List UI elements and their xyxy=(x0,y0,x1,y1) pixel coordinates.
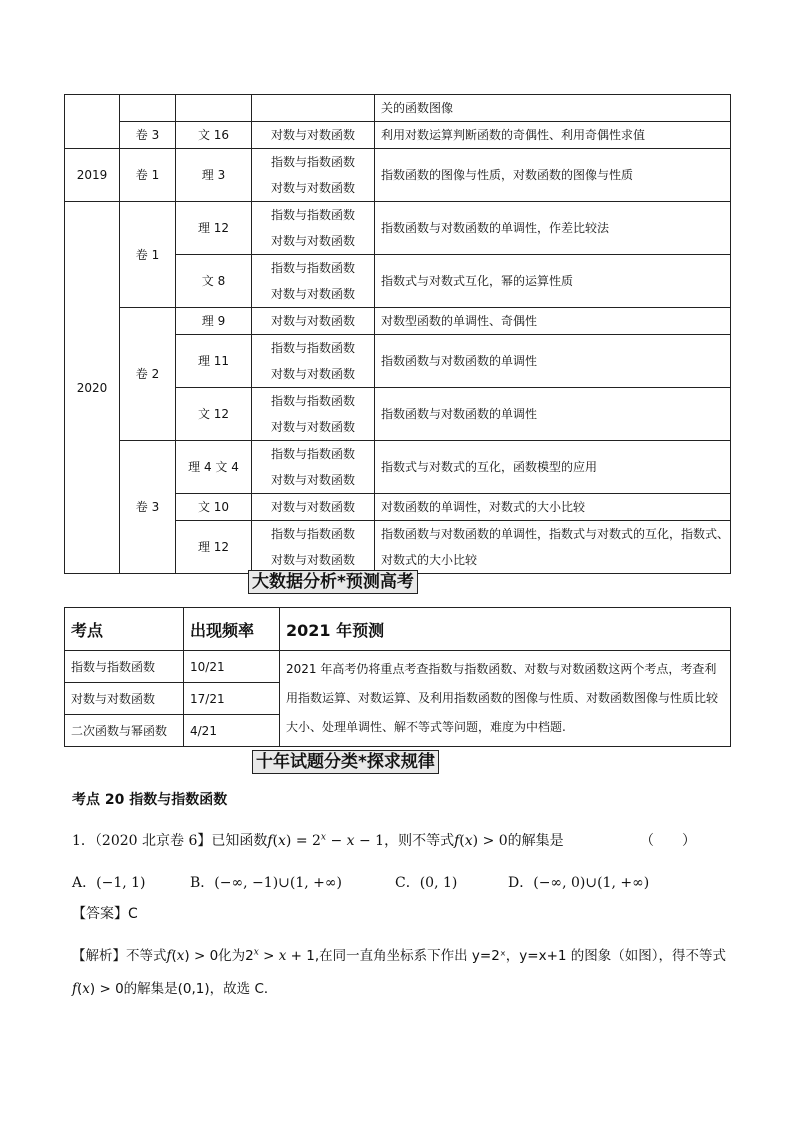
desc-cell: 指数函数与对数函数的单调性 xyxy=(375,388,731,441)
topic-cell: 对数与对数函数 xyxy=(252,494,375,521)
topic-cell: 指数与指数函数 对数与对数函数 xyxy=(252,441,375,494)
year-cell: 2020 xyxy=(65,202,120,574)
paper-cell: 卷 3 xyxy=(120,122,176,149)
analysis-line-2: f(x) > 0的解集是(0,1)，故选 C． xyxy=(72,981,278,997)
paper-cell: 卷 1 xyxy=(120,202,176,308)
item-cell xyxy=(176,95,252,122)
topic-cell: 对数与对数函数 xyxy=(252,308,375,335)
question-source: （2020 北京卷 6】 xyxy=(94,833,212,849)
paper-cell: 卷 1 xyxy=(120,149,176,202)
desc-cell: 对数型函数的单调性、奇偶性 xyxy=(375,308,731,335)
item-cell: 文 16 xyxy=(176,122,252,149)
question-stem: 1．（2020 北京卷 6】已知函数$f(x) = 2^x - x - 1$，则不等式f(x) > 0的解集是 xyxy=(72,832,564,849)
item-cell: 理 4 文 4 xyxy=(176,441,252,494)
topic-cell xyxy=(252,95,375,122)
header-topic: 考点 xyxy=(65,608,184,651)
answer-label: 【答案】C xyxy=(72,906,138,922)
item-cell: 理 12 xyxy=(176,202,252,255)
desc-cell: 指数函数的图像与性质，对数函数的图像与性质 xyxy=(375,149,731,202)
topic-cell: 指数与指数函数 对数与对数函数 xyxy=(252,255,375,308)
freq-topic: 指数与指数函数 xyxy=(65,651,184,683)
section-banner-predict: 大数据分析*预测高考 xyxy=(248,570,418,594)
freq-value: 10/21 xyxy=(184,651,280,683)
paper-cell xyxy=(120,95,176,122)
desc-cell: 关的函数图像 xyxy=(375,95,731,122)
section-banner-classify: 十年试题分类*探求规律 xyxy=(252,750,439,774)
stem-text: ，则不等式 xyxy=(384,833,455,849)
year-cell-blank xyxy=(65,95,120,149)
exam-history-table xyxy=(64,94,731,574)
paper-cell: 卷 3 xyxy=(120,441,176,574)
freq-value: 4/21 xyxy=(184,715,280,747)
paper-cell: 卷 2 xyxy=(120,308,176,441)
topic-cell: 对数与对数函数 xyxy=(252,122,375,149)
topic-cell: 指数与指数函数 对数与对数函数 xyxy=(252,521,375,574)
desc-cell: 指数函数与对数函数的单调性，作差比较法 xyxy=(375,202,731,255)
section-title: 考点 20 指数与指数函数 xyxy=(72,792,228,808)
option-b: B．(−∞, −1)∪(1, +∞) xyxy=(190,875,343,891)
topic-cell: 指数与指数函数 对数与对数函数 xyxy=(252,335,375,388)
item-cell: 理 9 xyxy=(176,308,252,335)
prediction-text: 2021 年高考仍将重点考查指数与指数函数、对数与对数函数这两个考点，考查利用指数运算、对数运算、及利用指数函数的图像与性质、对数函数图像与性质比较大小、处理单调性、解不等式等问题，难度为中档题. xyxy=(280,651,731,747)
year-cell: 2019 xyxy=(65,149,120,202)
option-d: D．(−∞, 0)∪(1, +∞) xyxy=(508,875,650,891)
item-cell: 文 12 xyxy=(176,388,252,441)
item-cell: 理 3 xyxy=(176,149,252,202)
analysis-line-1: 【解析】不等式f(x) > 0化为$2^x > x + 1$,在同一直角坐标系下作出 y=2ˣ，y=x+1 的图象（如图），得不等式 xyxy=(72,947,727,964)
topic-cell: 指数与指数函数 对数与对数函数 xyxy=(252,149,375,202)
option-c: C．(0, 1) xyxy=(395,875,458,891)
item-cell: 文 8 xyxy=(176,255,252,308)
desc-cell: 指数函数与对数函数的单调性，指数式与对数式的互化，指数式、对数式的大小比较 xyxy=(375,521,731,574)
desc-cell: 利用对数运算判断函数的奇偶性、利用奇偶性求值 xyxy=(375,122,731,149)
freq-topic: 二次函数与幂函数 xyxy=(65,715,184,747)
desc-cell: 指数式与对数式的互化，函数模型的应用 xyxy=(375,441,731,494)
answer-paren: （ ） xyxy=(640,833,696,849)
function-formula: f xyxy=(267,833,273,849)
stem-text: 的解集是 xyxy=(507,833,564,849)
option-a: A．(−1, 1) xyxy=(72,875,146,891)
topic-cell: 指数与指数函数 对数与对数函数 xyxy=(252,388,375,441)
header-prediction: 2021 年预测 xyxy=(280,608,731,651)
desc-cell: 对数函数的单调性，对数式的大小比较 xyxy=(375,494,731,521)
item-cell: 理 11 xyxy=(176,335,252,388)
desc-cell: 指数函数与对数函数的单调性 xyxy=(375,335,731,388)
question-number: 1． xyxy=(72,833,95,849)
freq-topic: 对数与对数函数 xyxy=(65,683,184,715)
desc-cell: 指数式与对数式互化，幂的运算性质 xyxy=(375,255,731,308)
freq-value: 17/21 xyxy=(184,683,280,715)
header-frequency: 出现频率 xyxy=(184,608,280,651)
frequency-table xyxy=(64,607,731,747)
stem-text: 已知函数 xyxy=(211,833,268,849)
item-cell: 理 12 xyxy=(176,521,252,574)
item-cell: 文 10 xyxy=(176,494,252,521)
topic-cell: 指数与指数函数 对数与对数函数 xyxy=(252,202,375,255)
